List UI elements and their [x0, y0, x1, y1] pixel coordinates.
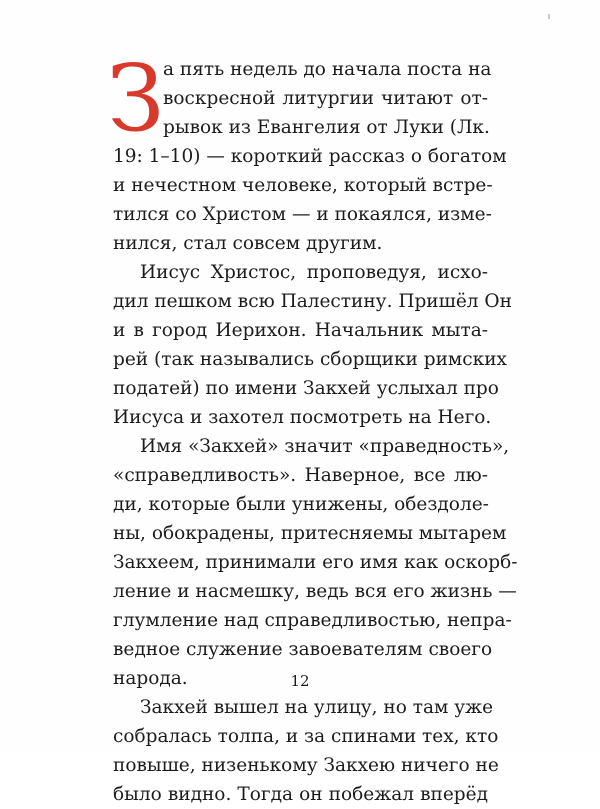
- page-number: 12: [290, 672, 310, 690]
- text-line: рей (так назывались сборщики римских: [113, 349, 507, 370]
- text-line: «справедливость». Наверное, все лю-: [113, 465, 488, 486]
- text-line: Иисус Христос, проповедуя, исхо-: [140, 262, 488, 283]
- text-line: народа.: [113, 668, 188, 689]
- text-line: ди, которые были унижены, обездоле-: [113, 494, 489, 515]
- text-line: повыше, низенькому Закхею ничего не: [113, 755, 499, 776]
- text-line: и нечестном человеке, который встре-: [113, 175, 493, 196]
- text-line: ведное служение завоевателям своего: [113, 639, 493, 660]
- text-line: а пять недель до начала поста на: [163, 59, 492, 80]
- text-line: и в город Иерихон. Начальник мыта-: [113, 320, 488, 341]
- text-line: нился, стал совсем другим.: [113, 233, 383, 254]
- paragraph-2: [113, 258, 512, 432]
- text-line: было видно. Тогда он побежал вперёд: [113, 784, 488, 805]
- text-line: ны, обокрадены, притесняемы мытарем: [113, 523, 507, 544]
- text-line: Закхеем, принимали его имя как оскорб-: [113, 552, 518, 573]
- text-line: ление и насмешку, ведь вся его жизнь —: [113, 581, 517, 602]
- text-line: глумление над справедливостью, непра-: [113, 610, 512, 631]
- text-line: податей) по имени Закхей услыхал про: [113, 378, 499, 399]
- paragraph-4: [113, 693, 499, 809]
- body-text: [107, 45, 518, 809]
- text-line: тился со Христом — и покаялся, изме-: [113, 204, 492, 225]
- text-line: воскресной литургии читают от-: [163, 88, 488, 109]
- drop-cap-letter: З: [107, 45, 165, 152]
- paragraph-1: [113, 55, 507, 258]
- text-line: Иисуса и захотел посмотреть на Него.: [113, 407, 492, 428]
- text-line: Имя «Закхей» значит «праведность»,: [140, 436, 510, 457]
- text-line: рывок из Евангелия от Луки (Лк.: [163, 117, 490, 138]
- text-line: Закхей вышел на улицу, но там уже: [140, 697, 494, 718]
- page-corner-mark: [548, 14, 550, 19]
- text-line: дил пешком всю Палестину. Пришёл Он: [113, 291, 512, 312]
- paragraph-3: [113, 432, 518, 693]
- text-line: 19: 1–10) — короткий рассказ о богатом: [113, 146, 507, 167]
- text-line: собралась толпа, и за спинами тех, кто: [113, 726, 499, 747]
